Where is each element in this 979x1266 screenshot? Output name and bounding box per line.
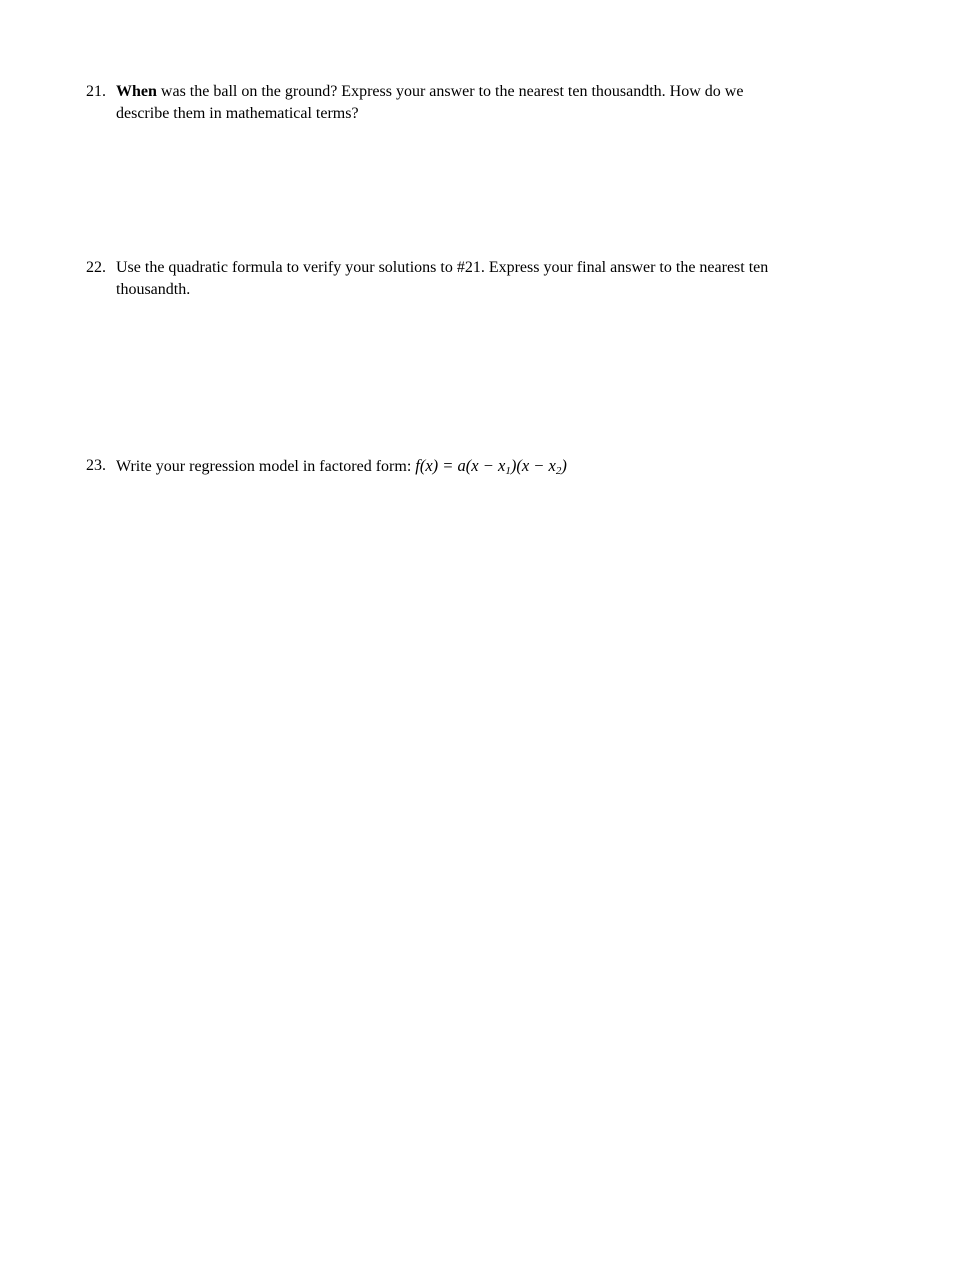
question-23-number: 23.: [86, 457, 106, 474]
formula-lead: f(x) = a(x − x: [415, 456, 506, 475]
formula-subscript-2: 2: [555, 465, 562, 477]
regression-formula: [415, 456, 567, 475]
question-23-prompt: Write your regression model in factored form:: [116, 458, 416, 475]
question-21-text: [116, 81, 743, 125]
formula-subscript-1: 1: [505, 465, 511, 477]
question-22-line-2: thousandth.: [116, 281, 191, 298]
question-21: [86, 81, 743, 125]
question-21-line-1: [116, 81, 743, 103]
question-22-text: [116, 257, 768, 301]
question-21-line-1-rest: was the ball on the ground? Express your answer to the nearest ten thousandth. How do we: [156, 83, 744, 100]
question-22-line-1: Use the quadratic formula to verify your solutions to #21. Express your final answer to the nearest ten: [116, 259, 769, 276]
question-22-number: 22.: [86, 259, 106, 276]
question-23-text: [116, 455, 567, 478]
question-21-bold-word: When: [116, 83, 157, 100]
question-21-line-2: describe them in mathematical terms?: [116, 105, 359, 122]
question-21-number: 21.: [86, 83, 106, 100]
question-23: [86, 455, 567, 478]
formula-mid: )(x − x: [510, 456, 556, 475]
question-22: [86, 257, 768, 301]
formula-end: ): [561, 456, 567, 475]
